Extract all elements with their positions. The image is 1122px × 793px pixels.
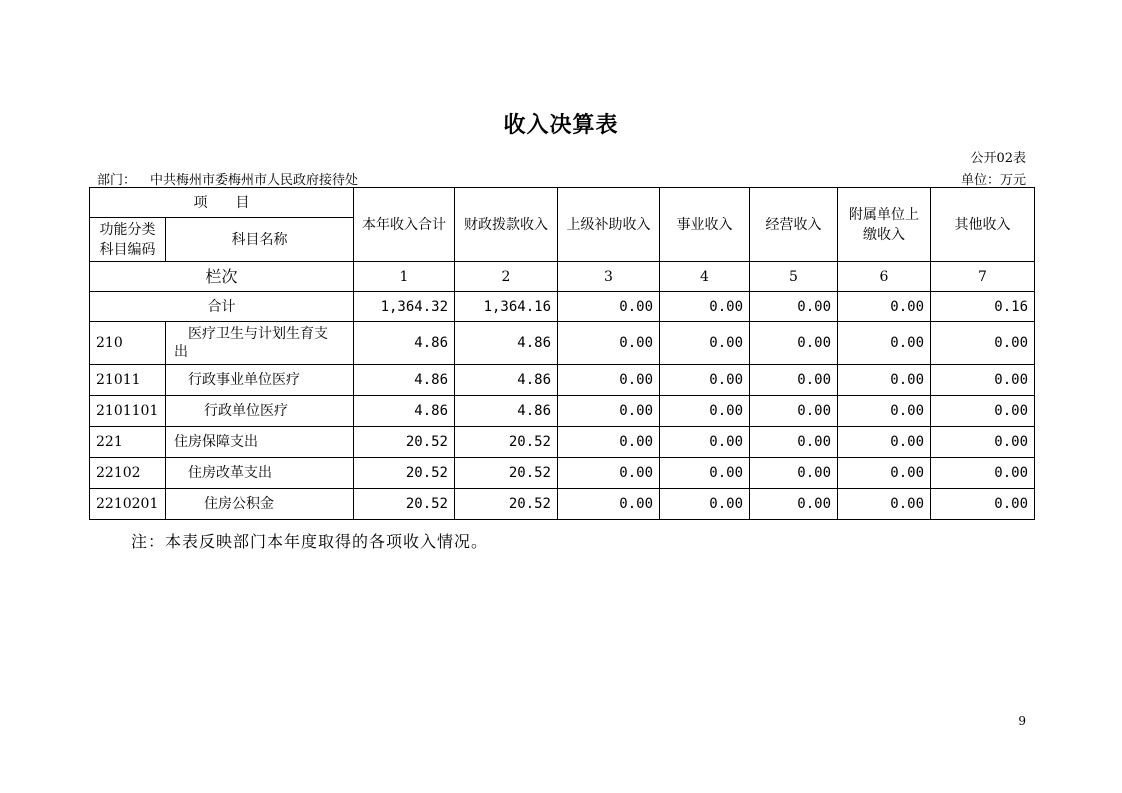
unit-label: 单位：万元: [960, 173, 1026, 188]
row-value: 0.00: [660, 458, 750, 489]
row-value: 0.00: [750, 427, 838, 458]
row-value: 0.00: [660, 427, 750, 458]
row-value: 0.00: [660, 489, 750, 520]
header-col-1: 本年收入合计: [354, 188, 455, 262]
row-number-label: 栏次: [90, 262, 354, 292]
row-value: 4.86: [354, 322, 455, 365]
page-title: 收入决算表: [503, 112, 619, 138]
row-value: 0.00: [931, 322, 1035, 365]
row-name: 住房公积金: [166, 489, 354, 520]
total-value: 1,364.32: [354, 292, 455, 322]
row-value: 20.52: [455, 458, 558, 489]
department-line: [97, 169, 358, 188]
header-col-7: 其他收入: [931, 188, 1035, 262]
row-value: 0.00: [838, 365, 931, 396]
row-code: 210: [90, 322, 166, 365]
row-value: 4.86: [455, 396, 558, 427]
row-value: 0.00: [558, 365, 660, 396]
table-note: 注：本表反映部门本年度取得的各项收入情况。: [131, 532, 489, 551]
row-value: 0.00: [750, 489, 838, 520]
table-row: [90, 489, 1035, 520]
row-value: 0.00: [558, 322, 660, 365]
col-num: 7: [931, 262, 1035, 292]
row-value: 4.86: [354, 396, 455, 427]
row-value: 0.00: [558, 427, 660, 458]
form-number: 公开02表: [970, 151, 1026, 166]
row-value: 20.52: [455, 427, 558, 458]
department-label: 部门：: [97, 173, 137, 188]
row-name: 医疗卫生与计划生育支出: [166, 322, 354, 365]
row-value: 0.00: [838, 427, 931, 458]
header-col-3: 上级补助收入: [558, 188, 660, 262]
row-code: 221: [90, 427, 166, 458]
total-value: 0.00: [558, 292, 660, 322]
header-col-4: 事业收入: [660, 188, 750, 262]
row-value: 0.00: [838, 322, 931, 365]
table-row: [90, 365, 1035, 396]
row-value: 0.00: [931, 427, 1035, 458]
row-code: 21011: [90, 365, 166, 396]
total-value: 1,364.16: [455, 292, 558, 322]
table-row: [90, 396, 1035, 427]
row-value: 0.00: [931, 489, 1035, 520]
col-num: 5: [750, 262, 838, 292]
row-value: 4.86: [354, 365, 455, 396]
row-code: 2101101: [90, 396, 166, 427]
row-value: 0.00: [931, 458, 1035, 489]
row-value: 0.00: [750, 458, 838, 489]
row-value: 0.00: [660, 322, 750, 365]
row-value: 0.00: [750, 322, 838, 365]
total-value: 0.16: [931, 292, 1035, 322]
total-value: 0.00: [750, 292, 838, 322]
header-name: 科目名称: [166, 218, 354, 262]
col-num: 3: [558, 262, 660, 292]
col-num: 4: [660, 262, 750, 292]
header-code: 功能分类 科目编码: [90, 218, 166, 262]
row-value: 20.52: [354, 458, 455, 489]
row-code: 2210201: [90, 489, 166, 520]
total-row: [90, 292, 1035, 322]
table-row: [90, 458, 1035, 489]
row-value: 0.00: [838, 489, 931, 520]
row-value: 0.00: [558, 458, 660, 489]
table-row: [90, 322, 1035, 365]
table-row: [90, 427, 1035, 458]
department-name: 中共梅州市委梅州市人民政府接待处: [150, 173, 359, 188]
row-value: 0.00: [558, 396, 660, 427]
row-value: 0.00: [660, 365, 750, 396]
row-value: 0.00: [838, 458, 931, 489]
row-value: 0.00: [931, 365, 1035, 396]
row-code: 22102: [90, 458, 166, 489]
col-num: 6: [838, 262, 931, 292]
income-table: [89, 187, 1035, 520]
row-value: 4.86: [455, 365, 558, 396]
total-value: 0.00: [660, 292, 750, 322]
row-value: 20.52: [354, 489, 455, 520]
header-col-5: 经营收入: [750, 188, 838, 262]
header-item: 项 目: [90, 188, 354, 218]
row-value: 0.00: [660, 396, 750, 427]
header-col-6: 附属单位上 缴收入: [838, 188, 931, 262]
row-value: 0.00: [750, 365, 838, 396]
total-label: 合计: [90, 292, 354, 322]
row-name: 行政单位医疗: [166, 396, 354, 427]
col-num: 1: [354, 262, 455, 292]
col-num: 2: [455, 262, 558, 292]
row-name: 行政事业单位医疗: [166, 365, 354, 396]
total-value: 0.00: [838, 292, 931, 322]
row-value: 0.00: [931, 396, 1035, 427]
header-col-2: 财政拨款收入: [455, 188, 558, 262]
row-name: 住房保障支出: [166, 427, 354, 458]
row-value: 4.86: [455, 322, 558, 365]
row-name: 住房改革支出: [166, 458, 354, 489]
row-value: 0.00: [558, 489, 660, 520]
page-number: 9: [1018, 714, 1026, 728]
row-value: 20.52: [455, 489, 558, 520]
row-value: 20.52: [354, 427, 455, 458]
row-value: 0.00: [750, 396, 838, 427]
row-value: 0.00: [838, 396, 931, 427]
